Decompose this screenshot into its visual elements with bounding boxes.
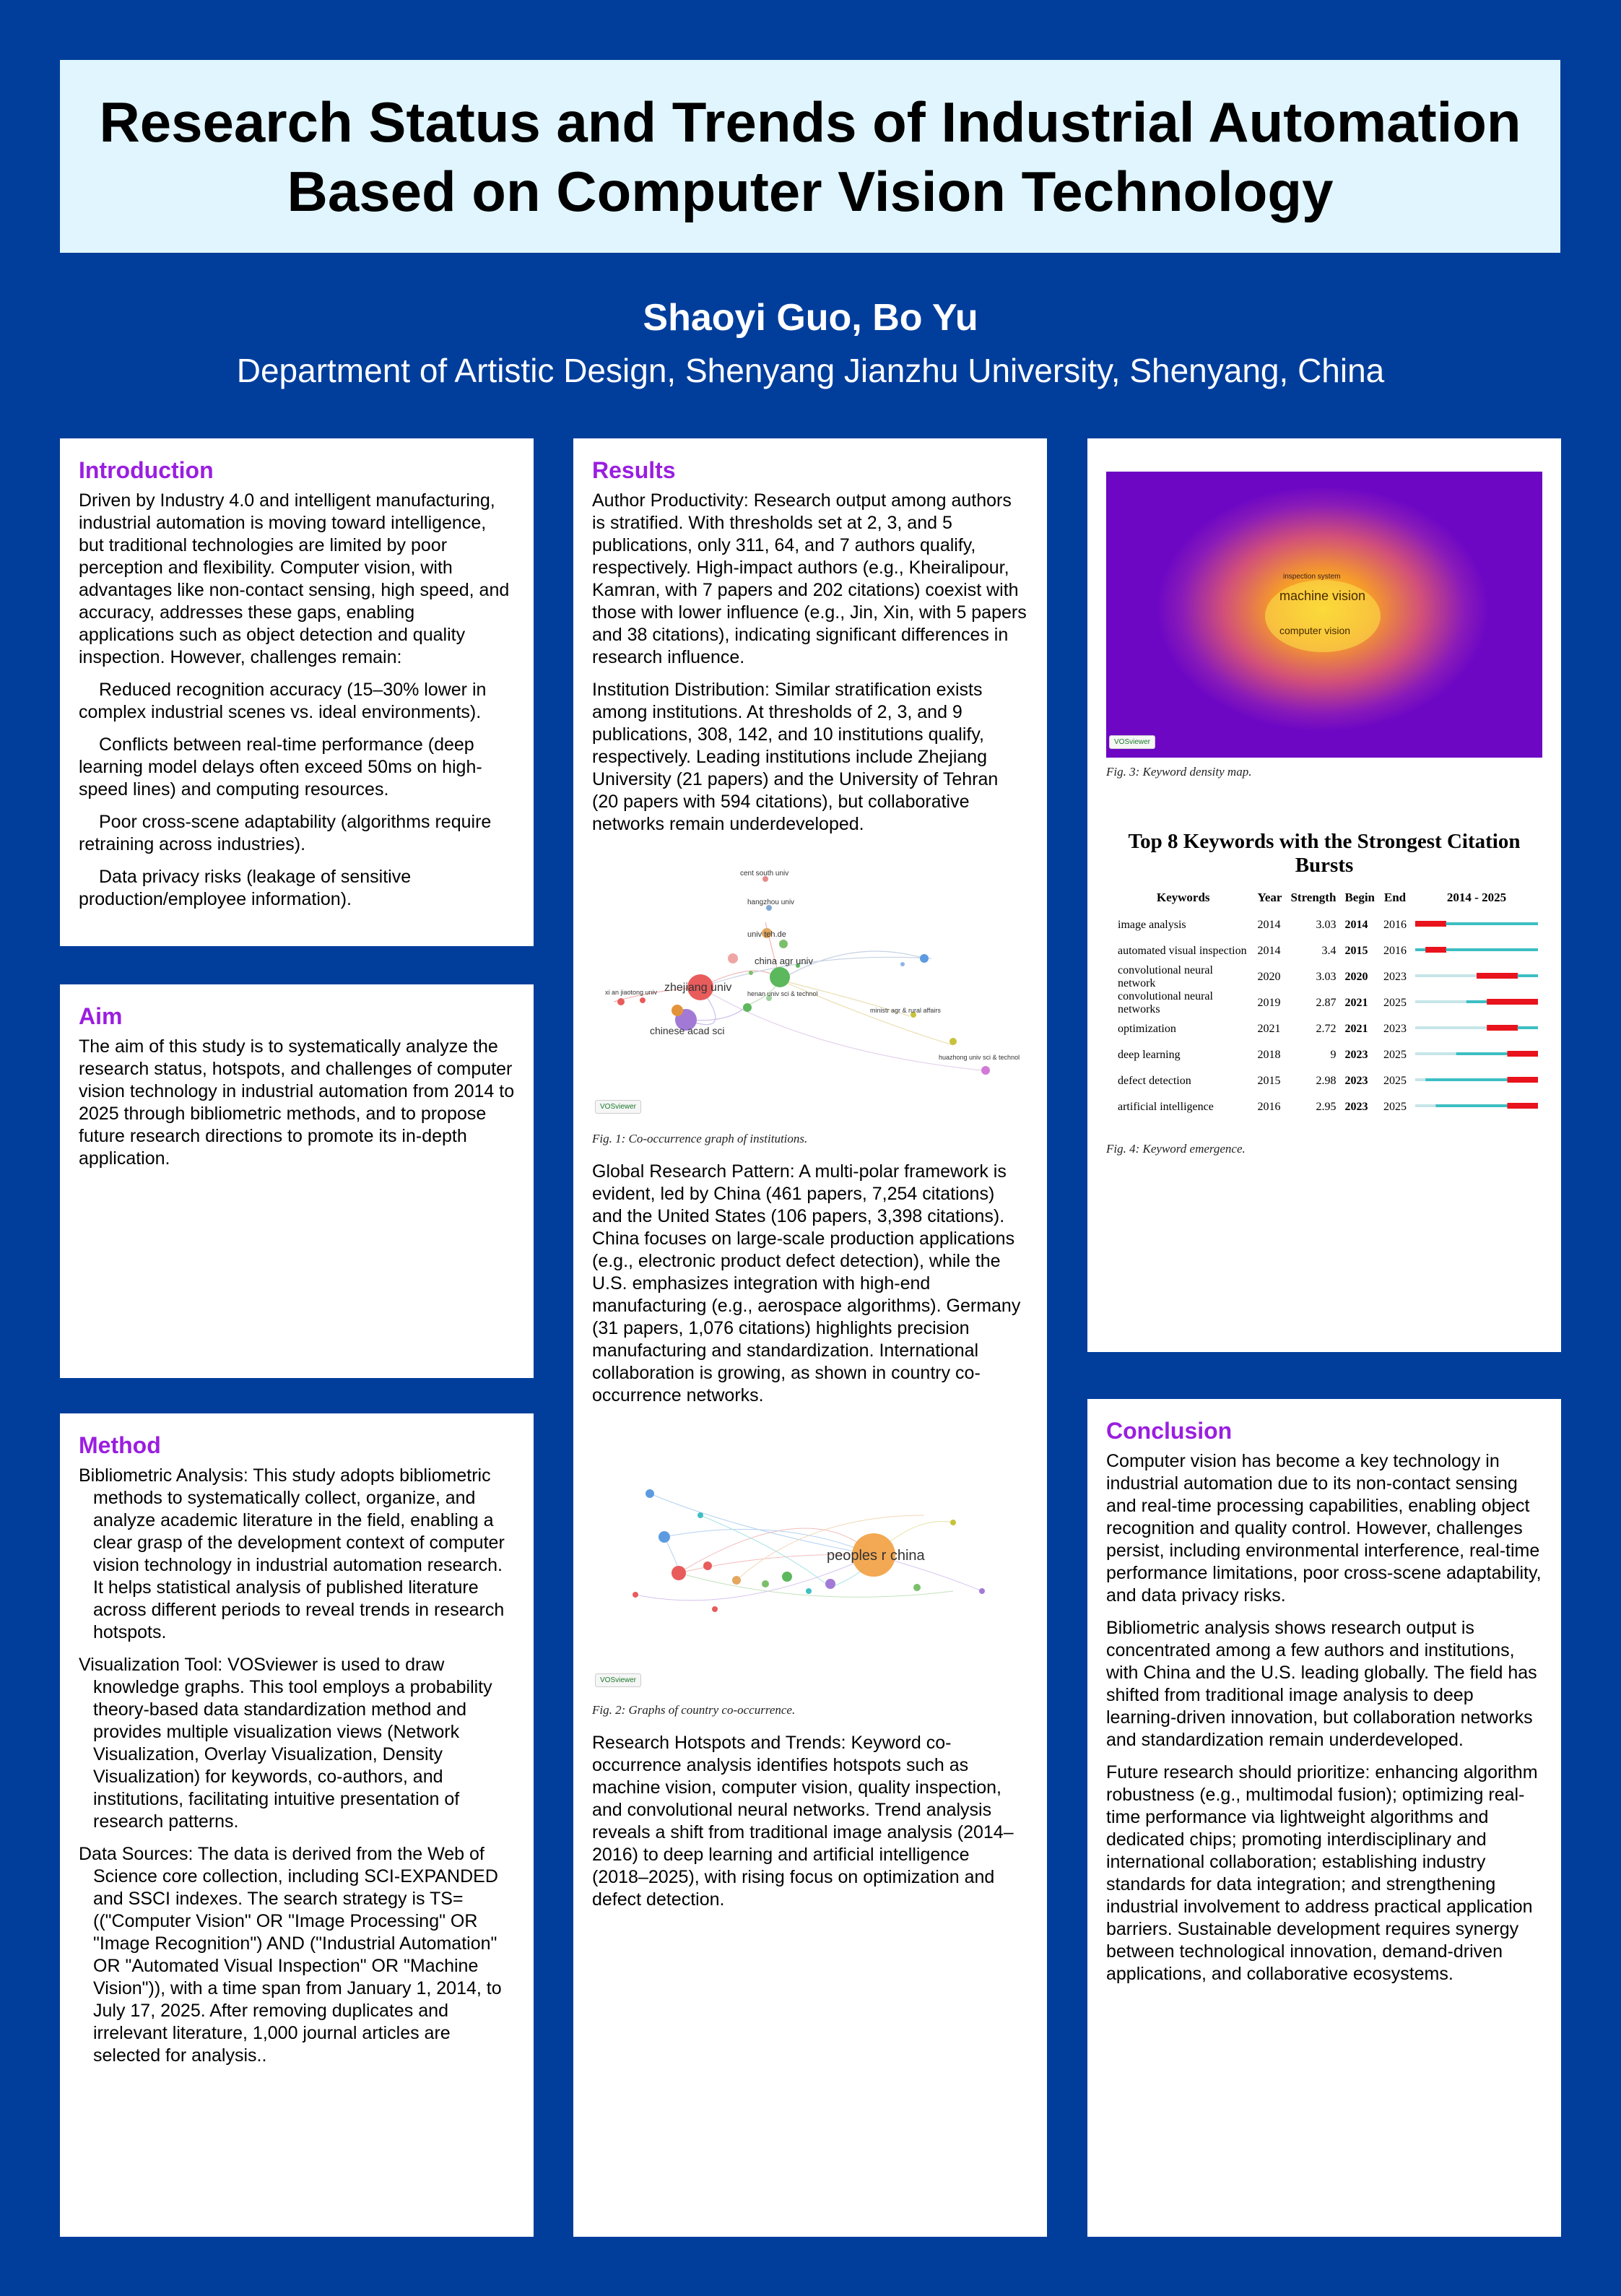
- burst-header: Strength: [1290, 891, 1337, 904]
- timeline-segment: [1477, 1052, 1487, 1055]
- burst-segment: [1508, 1077, 1518, 1083]
- burst-strength: 2.98: [1316, 1075, 1337, 1087]
- country-network-figure: [592, 1429, 1028, 1696]
- fig1-node-label: xi an jiaotong univ: [605, 989, 658, 996]
- timeline-segment: [1435, 1104, 1446, 1107]
- burst-begin: 2023: [1344, 1101, 1368, 1113]
- burst-year: 2014: [1257, 919, 1281, 931]
- timeline-segment: [1487, 1104, 1498, 1107]
- burst-segment: [1497, 973, 1508, 979]
- timeline-segment: [1435, 1052, 1446, 1055]
- timeline-segment: [1446, 1104, 1457, 1107]
- fig1-caption: Fig. 1: Co-occurrence graph of institutions.: [592, 1132, 808, 1145]
- burst-year: 2014: [1257, 945, 1281, 957]
- timeline-segment: [1446, 922, 1457, 925]
- timeline-segment: [1415, 948, 1426, 951]
- burst-timeline: [1411, 1016, 1542, 1042]
- burst-begin: 2021: [1344, 1023, 1368, 1035]
- burst-strength: 3.03: [1316, 919, 1337, 931]
- timeline-segment: [1466, 948, 1477, 951]
- method-paragraph: Bibliometric Analysis: This study adopts bibliometric methods to systematically collect, organize, and analyze academic literature in the field, enabling a clear grasp of the development context of computer vision technology in industrial automation research. It helps statistical analysis of published literature across different periods to reveal trends in research hotspots.: [79, 1465, 505, 1642]
- timeline-segment: [1415, 974, 1426, 977]
- timeline-segment: [1456, 1104, 1467, 1107]
- fig3-keyword-label: computer vision: [1279, 625, 1351, 636]
- poster-title: Research Status and Trends of Industrial Automation Based on Computer Vision Technology: [99, 90, 1521, 223]
- burst-row: [1113, 964, 1542, 990]
- timeline-segment: [1477, 1104, 1487, 1107]
- burst-segment: [1528, 999, 1538, 1005]
- timeline-segment: [1446, 974, 1457, 977]
- timeline-segment: [1497, 948, 1508, 951]
- burst-row: [1113, 1016, 1542, 1042]
- timeline-segment: [1435, 1078, 1446, 1081]
- burst-header: 2014 - 2025: [1446, 891, 1507, 904]
- timeline-segment: [1497, 1052, 1508, 1055]
- burst-segment: [1497, 1025, 1508, 1031]
- burst-segment: [1477, 973, 1487, 979]
- burst-segment: [1508, 973, 1518, 979]
- fig4-caption: Fig. 4: Keyword emergence.: [1106, 1142, 1246, 1156]
- introduction-point: Poor cross-scene adaptability (algorithms require retraining across industries).: [79, 812, 492, 854]
- burst-begin: 2021: [1344, 997, 1368, 1009]
- fig1-node-label: chinese acad sci: [650, 1025, 725, 1036]
- burst-year: 2019: [1257, 997, 1281, 1009]
- timeline-segment: [1456, 1052, 1467, 1055]
- introduction-point: Conflicts between real-time performance (deep learning model delays often exceed 50ms on high-speed lines) and computing resources.: [79, 735, 482, 800]
- burst-row: [1113, 1068, 1542, 1094]
- citation-bursts-figure: [1106, 830, 1542, 1120]
- timeline-segment: [1487, 948, 1498, 951]
- burst-row: [1113, 990, 1542, 1016]
- burst-strength: 2.87: [1316, 997, 1337, 1009]
- fig1-node-label: henan univ sci & technol: [747, 990, 818, 997]
- burst-year: 2016: [1257, 1101, 1281, 1113]
- burst-timeline: [1411, 1068, 1542, 1094]
- burst-row: [1113, 1094, 1542, 1120]
- fig1-node-label: ministr agr & rural affairs: [870, 1007, 941, 1014]
- burst-segment: [1435, 947, 1446, 953]
- burst-year: 2021: [1257, 1023, 1281, 1035]
- fig1-node-label: huazhong univ sci & technol: [939, 1054, 1020, 1061]
- burst-end: 2023: [1383, 971, 1407, 983]
- burst-end: 2025: [1383, 997, 1407, 1009]
- timeline-segment: [1528, 1026, 1538, 1029]
- burst-segment: [1497, 999, 1508, 1005]
- timeline-segment: [1425, 1104, 1436, 1107]
- timeline-segment: [1456, 1026, 1467, 1029]
- timeline-segment: [1466, 1026, 1477, 1029]
- burst-strength: 2.72: [1316, 1023, 1337, 1035]
- introduction-point: Data privacy risks (leakage of sensitive production/employee information).: [79, 867, 412, 909]
- timeline-segment: [1477, 1078, 1487, 1081]
- timeline-segment: [1456, 948, 1467, 951]
- timeline-segment: [1446, 1000, 1457, 1003]
- burst-timeline-bar: [1415, 1101, 1538, 1110]
- keyword-density-figure: [1106, 472, 1542, 758]
- burst-timeline: [1411, 990, 1542, 1016]
- timeline-segment: [1497, 922, 1508, 925]
- conclusion-heading: Conclusion: [1106, 1418, 1233, 1444]
- results-author-productivity: Author Productivity: Research output among authors is stratified. With thresholds set at 2, 3, and 5 publications, only 311, 64, and 7 authors qualify, respectively. High-impact authors (e.g., Kheiralipour, Kamran, with 7 papers and 202 citations) coexist with those with lower influence (e.g., Jin, Xin, with 5 papers and 38 citations), indicating significant differences in research influence.: [592, 490, 1027, 667]
- burst-segment: [1528, 1077, 1538, 1083]
- timeline-segment: [1466, 922, 1477, 925]
- method-paragraph: Data Sources: The data is derived from the Web of Science core collection, including SCI-EXPANDED and SSCI indexes. The search strategy is TS=(("Computer Vision" OR "Image Processing" OR "Image Recognition") AND ("Industrial Automation" OR "Automated Visual Inspection" OR "Machine Vision")), with a time span from January 1, 2014, to July 17, 2025. After removing duplicates and irrelevant literature, 1,000 journal articles are selected for analysis..: [79, 1844, 502, 2066]
- fig1-node-label: china agr univ: [755, 956, 813, 966]
- timeline-segment: [1425, 1026, 1436, 1029]
- burst-table-title: Top 8 Keywords with the Strongest Citation Bursts: [1128, 830, 1521, 877]
- timeline-segment: [1528, 974, 1538, 977]
- burst-timeline-bar: [1415, 945, 1538, 954]
- burst-segment: [1518, 1051, 1529, 1057]
- burst-header: End: [1383, 891, 1407, 904]
- keyword-density-map: [1106, 472, 1542, 758]
- burst-segment: [1518, 1077, 1529, 1083]
- burst-header: Keywords: [1156, 891, 1210, 904]
- conclusion-paragraph: Bibliometric analysis shows research output is concentrated among a few authors and institutions, with China and the U.S. leading globally. The field has shifted from traditional image analysis to deep learning-driven innovation, but collaboration networks and standardization remain underdeveloped.: [1106, 1618, 1537, 1750]
- burst-segment: [1487, 999, 1498, 1005]
- fig3-caption: Fig. 3: Keyword density map.: [1106, 765, 1252, 779]
- timeline-segment: [1415, 1078, 1426, 1081]
- timeline-segment: [1415, 1104, 1426, 1107]
- conclusion-paragraph: Computer vision has become a key technology in industrial automation due to its non-contact sensing and real-time processing capabilities, enabling object recognition and quality control. However, challenges persist, including environmental interference, real-time performance limitations, poor cross-scene adaptability, and data privacy risks.: [1106, 1451, 1542, 1606]
- results-heading: Results: [592, 457, 676, 483]
- burst-segment: [1435, 921, 1446, 927]
- burst-begin: 2023: [1344, 1049, 1368, 1061]
- burst-year: 2018: [1257, 1049, 1281, 1061]
- burst-segment: [1508, 1103, 1518, 1109]
- timeline-segment: [1446, 1078, 1457, 1081]
- burst-timeline: [1411, 938, 1542, 964]
- institution-network-graph: [592, 850, 1028, 1125]
- timeline-segment: [1425, 974, 1436, 977]
- burst-timeline: [1411, 1094, 1542, 1120]
- burst-timeline: [1411, 912, 1542, 938]
- timeline-segment: [1435, 1026, 1446, 1029]
- timeline-segment: [1415, 1000, 1426, 1003]
- timeline-segment: [1528, 948, 1538, 951]
- timeline-segment: [1477, 948, 1487, 951]
- burst-segment: [1508, 1025, 1518, 1031]
- timeline-segment: [1425, 1078, 1436, 1081]
- burst-timeline-bar: [1415, 1049, 1538, 1058]
- burst-timeline-bar: [1415, 971, 1538, 980]
- timeline-segment: [1456, 974, 1467, 977]
- burst-keyword: artificial intelligence: [1118, 1101, 1214, 1113]
- conclusion-panel: [1087, 1399, 1561, 2237]
- burst-end: 2016: [1383, 945, 1407, 957]
- burst-keyword: optimization: [1118, 1023, 1176, 1035]
- results-hotspots-trends: Research Hotspots and Trends: Keyword co-occurrence analysis identifies hotspots such as machine vision, computer vision, quality inspection, and convolutional neural networks. Trend analysis reveals a shift from traditional image analysis (2014–2016) to deep learning and artificial intelligence (2018–2025), with rising focus on optimization and defect detection.: [592, 1733, 1014, 1910]
- method-panel: [60, 1413, 534, 2237]
- timeline-segment: [1518, 922, 1529, 925]
- burst-keyword: convolutional neural networks: [1118, 990, 1213, 1015]
- timeline-segment: [1446, 1052, 1457, 1055]
- burst-timeline: [1411, 964, 1542, 990]
- vosviewer-logo: VOSviewer: [595, 1673, 641, 1687]
- burst-segment: [1487, 1025, 1498, 1031]
- burst-begin: 2014: [1344, 919, 1368, 931]
- burst-strength: 3.03: [1316, 971, 1337, 983]
- timeline-segment: [1518, 1026, 1529, 1029]
- burst-keyword: defect detection: [1118, 1075, 1191, 1087]
- timeline-segment: [1456, 922, 1467, 925]
- burst-header: Year: [1257, 891, 1282, 904]
- burst-timeline-bar: [1415, 919, 1538, 928]
- burst-row: [1113, 1042, 1542, 1068]
- timeline-segment: [1425, 1052, 1436, 1055]
- timeline-segment: [1466, 1052, 1477, 1055]
- results-institution-distribution: Institution Distribution: Similar stratification exists among institutions. At thresholds of 2, 3, and 9 publications, 308, 142, and 10 institutions qualify, respectively. Leading institutions include Zhejiang University (21 papers) and the University of Tehran (20 papers with 594 citations), but collaborative networks remain underdeveloped.: [592, 680, 999, 834]
- burst-end: 2025: [1383, 1075, 1407, 1087]
- timeline-segment: [1508, 922, 1518, 925]
- burst-timeline-bar: [1415, 1023, 1538, 1032]
- burst-row: [1113, 938, 1542, 964]
- aim-panel: [60, 984, 534, 1378]
- burst-begin: 2023: [1344, 1075, 1368, 1087]
- burst-timeline-bar: [1415, 1075, 1538, 1084]
- timeline-segment: [1466, 974, 1477, 977]
- timeline-segment: [1415, 1026, 1426, 1029]
- timeline-segment: [1477, 1000, 1487, 1003]
- burst-segment: [1415, 921, 1426, 927]
- timeline-segment: [1466, 1000, 1477, 1003]
- timeline-segment: [1466, 1078, 1477, 1081]
- fig1-node-label: cent south univ: [740, 870, 789, 878]
- country-network-graph: [592, 1429, 1028, 1696]
- vosviewer-logo: VOSviewer: [595, 1100, 641, 1114]
- fig3-keyword-label: machine vision: [1279, 589, 1366, 603]
- aim-heading: Aim: [79, 1003, 123, 1029]
- timeline-segment: [1477, 1026, 1487, 1029]
- burst-begin: 2020: [1344, 971, 1368, 983]
- fig2-caption: Fig. 2: Graphs of country co-occurrence.: [592, 1703, 796, 1717]
- figures-panel: [1087, 438, 1561, 1352]
- introduction-lead: Driven by Industry 4.0 and intelligent manufacturing, industrial automation is moving toward intelligence, but traditional technologies are limited by poor perception and flexibility. Computer vision, with advantages like non-contact sensing, high speed, and accuracy, addresses these gaps, enabling applications such as object detection and quality inspection. However, challenges remain:: [79, 490, 510, 667]
- burst-strength: 9: [1330, 1049, 1337, 1061]
- burst-header: Begin: [1344, 891, 1375, 904]
- burst-strength: 3.4: [1321, 945, 1337, 957]
- method-heading: Method: [79, 1432, 161, 1458]
- fig1-node-label: zhejiang univ: [664, 982, 732, 994]
- timeline-segment: [1477, 922, 1487, 925]
- timeline-segment: [1446, 1026, 1457, 1029]
- burst-segment: [1508, 1051, 1518, 1057]
- burst-segment: [1487, 973, 1498, 979]
- burst-segment: [1528, 1051, 1538, 1057]
- introduction-point: Reduced recognition accuracy (15–30% lower in complex industrial scenes vs. ideal environments).: [79, 680, 487, 722]
- burst-segment: [1425, 947, 1436, 953]
- institution-network-figure: [592, 850, 1028, 1125]
- burst-keyword: convolutional neural network: [1118, 964, 1213, 989]
- burst-keyword: deep learning: [1118, 1049, 1181, 1061]
- timeline-segment: [1528, 922, 1538, 925]
- fig1-node-label: hangzhou univ: [747, 898, 795, 906]
- burst-year: 2020: [1257, 971, 1281, 983]
- burst-year: 2015: [1257, 1075, 1281, 1087]
- timeline-segment: [1487, 922, 1498, 925]
- burst-segment: [1518, 999, 1529, 1005]
- timeline-segment: [1456, 1078, 1467, 1081]
- burst-strength: 2.95: [1316, 1101, 1337, 1113]
- burst-begin: 2015: [1344, 945, 1368, 957]
- timeline-segment: [1487, 1078, 1498, 1081]
- vosviewer-logo: VOSviewer: [1109, 735, 1155, 749]
- timeline-segment: [1435, 1000, 1446, 1003]
- timeline-segment: [1497, 1078, 1508, 1081]
- timeline-segment: [1456, 1000, 1467, 1003]
- timeline-segment: [1415, 1052, 1426, 1055]
- timeline-segment: [1425, 1000, 1436, 1003]
- timeline-segment: [1435, 974, 1446, 977]
- introduction-panel: [60, 438, 534, 946]
- burst-keyword: automated visual inspection: [1118, 945, 1247, 957]
- results-global-pattern: Global Research Pattern: A multi-polar framework is evident, led by China (461 papers, 7,254 citations) and the United States (106 papers, 3,398 citations). China focuses on large-scale production applications (e.g., electronic product defect detection), while the U.S. emphasizes integration with high-end manufacturing (e.g., aerospace algorithms). Germany (31 papers, 1,076 citations) highlights precision manufacturing and standardization. International collaboration is growing, as shown in country co-occurrence networks.: [592, 1161, 1021, 1405]
- timeline-segment: [1508, 948, 1518, 951]
- burst-keyword: image analysis: [1118, 919, 1186, 931]
- conclusion-paragraph: Future research should prioritize: enhancing algorithm robustness (e.g., multimodal fusion); optimizing real-time performance via lightweight algorithms and dedicated chips; promoting interdisciplinary and international collaboration; establishing industry standards for data integration; and strengthening industrial involvement to address practical application barriers. Sustainable development requires synergy between technological innovation, demand-driven applications, and collaborative ecosystems.: [1106, 1762, 1538, 1984]
- burst-end: 2016: [1383, 919, 1407, 931]
- fig3-keyword-label: inspection system: [1283, 573, 1341, 581]
- results-panel: [573, 438, 1047, 2237]
- timeline-segment: [1518, 974, 1529, 977]
- introduction-heading: Introduction: [79, 457, 214, 483]
- burst-segment: [1528, 1103, 1538, 1109]
- fig1-node-label: univ teh.de: [747, 930, 786, 939]
- burst-end: 2025: [1383, 1101, 1407, 1113]
- timeline-segment: [1518, 948, 1529, 951]
- burst-end: 2025: [1383, 1049, 1407, 1061]
- affiliation: Department of Artistic Design, Shenyang Jianzhu University, Shenyang, China: [236, 352, 1385, 389]
- timeline-segment: [1466, 1104, 1477, 1107]
- burst-segment: [1425, 921, 1436, 927]
- timeline-segment: [1446, 948, 1457, 951]
- burst-table: [1113, 888, 1542, 1120]
- method-paragraph: Visualization Tool: VOSviewer is used to draw knowledge graphs. This tool employs a probability theory-based data standardization method and provides multiple visualization views (Network Visualization, Overlay Visualization, Density Visualization) for keywords, co-authors, and institutions, facilitating intuitive presentation of research patterns.: [79, 1655, 492, 1832]
- aim-text: The aim of this study is to systematically analyze the research status, hotspots, and challenges of computer vision technology in industrial automation from 2014 to 2025 through bibliometric methods, and to propose future research directions to promote its in-depth application.: [79, 1036, 515, 1169]
- authors: Shaoyi Guo, Bo Yu: [643, 297, 978, 339]
- fig2-node-label: peoples r china: [827, 1548, 925, 1564]
- burst-row: [1113, 912, 1542, 938]
- timeline-segment: [1487, 1052, 1498, 1055]
- burst-segment: [1508, 999, 1518, 1005]
- burst-segment: [1518, 1103, 1529, 1109]
- title-banner: [60, 60, 1560, 253]
- burst-timeline: [1411, 1042, 1542, 1068]
- burst-timeline-bar: [1415, 997, 1538, 1006]
- burst-end: 2023: [1383, 1023, 1407, 1035]
- timeline-segment: [1497, 1104, 1508, 1107]
